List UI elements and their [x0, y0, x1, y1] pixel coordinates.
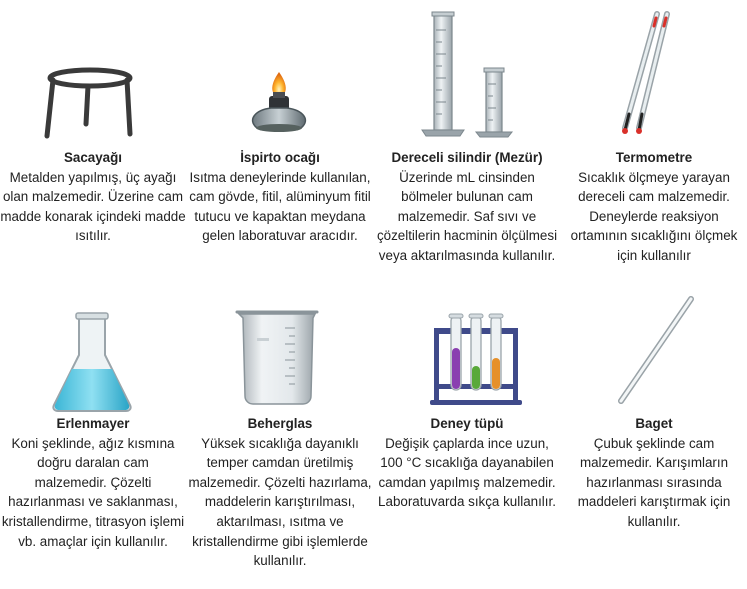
thermometer-icon [561, 0, 747, 130]
erlenmeyer-flask-icon [0, 285, 186, 415]
item-description: Koni şeklinde, ağız kısmına doğru daralan cam malzemedir. Çözelti hazırlanması ve saklanması, kristallendirme, titrasyon işlemi vb. amaçlar için kullanılır. [1, 435, 185, 549]
item-title: Sacayağı [63, 150, 123, 165]
item-description: Değişik çaplarda ince uzun, 100 °C sıcaklığa dayanabilen camdan yapılmış malzemedir. Laboratuvarda sıkça kullanılır. [378, 435, 556, 510]
item-text [0, 414, 186, 551]
item-description: Üzerinde mL cinsinden bölmeler bulunan cam malzemedir. Saf sıvı ve çözeltilerin hacminin ölçülmesi veya aktarılmasında kullanılır. [376, 169, 558, 263]
item-title: Dereceli silindir (Mezür) [391, 150, 543, 165]
item-text [374, 414, 560, 512]
spirit-lamp-icon [187, 0, 373, 130]
item-text [374, 148, 560, 266]
item-description: Isıtma deneylerinde kullanılan, cam gövde, fitil, alüminyum fitil tutucu ve kapaktan meydana gelen laboratuvar aracıdır. [189, 169, 371, 244]
item-description: Metalden yapılmış, üç ayağı olan malzemedir. Üzerine cam madde konarak içindeki madde ısıtılır. [0, 169, 186, 244]
beaker-icon [187, 300, 373, 410]
glass-rod-icon [561, 285, 747, 410]
item-title: Baget [635, 416, 673, 431]
item-description: Çubuk şeklinde cam malzemedir. Karışımların hazırlanması sırasında maddeleri karıştırmak için kullanılır. [577, 435, 731, 529]
tripod-icon [0, 0, 186, 130]
item-text [0, 148, 186, 246]
item-title: Deney tüpü [430, 416, 504, 431]
item-title: İspirto ocağı [240, 150, 320, 165]
item-text [561, 148, 747, 266]
item-description: Yüksek sıcaklığa dayanıklı temper camdan üretilmiş malzemedir. Çözelti hazırlama, maddelerin karıştırılması, aktarılması, ısıtma ve kristallendirme gibi işlemlerde kullanılır. [188, 435, 372, 569]
item-description: Sıcaklık ölçmeye yarayan dereceli cam malzemedir. Deneylerde reaksiyon ortamının sıcaklığını ölçmek için kullanılır [570, 169, 738, 263]
item-title: Termometre [615, 150, 693, 165]
item-text [561, 414, 747, 532]
item-title: Erlenmayer [56, 416, 130, 431]
item-text [187, 148, 373, 246]
graduated-cylinder-icon [374, 0, 560, 130]
item-title: Beherglas [247, 416, 313, 431]
test-tube-rack-icon [374, 300, 560, 410]
item-text [187, 414, 373, 571]
